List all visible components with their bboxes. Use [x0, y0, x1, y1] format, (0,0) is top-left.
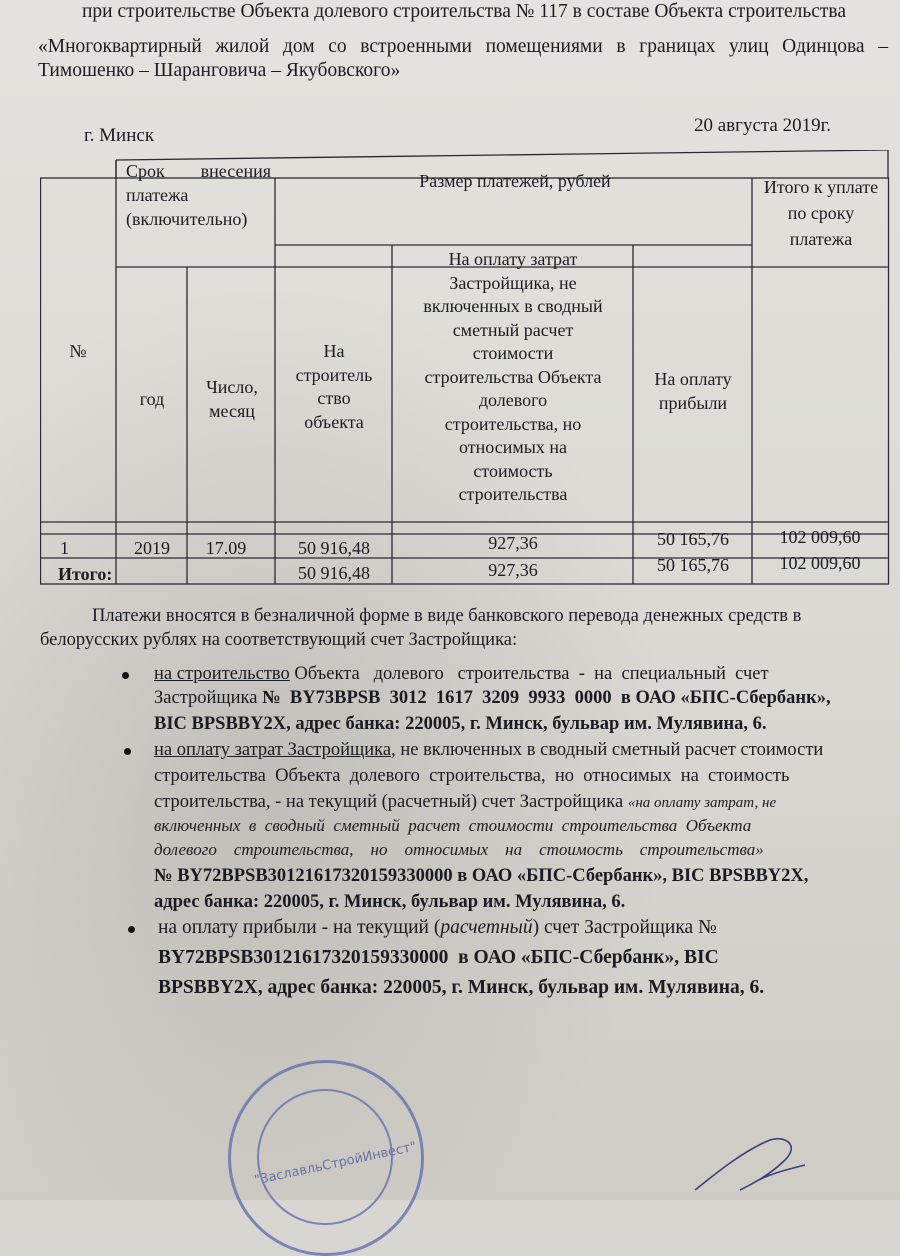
- col-costs-line: Застройщика, не: [449, 272, 577, 293]
- totals-label: Итого:: [58, 564, 113, 584]
- payment-schedule-table: [40, 150, 890, 590]
- bullet2-line-1: [154, 738, 884, 762]
- bullet2-text: , не включенных в сводный сметный расчет стоимости: [391, 740, 824, 760]
- bullet2-line-6: № BY72BPSB30121617320159330000 в ОАО «БПС-Сбербанк», BIC BPSBBY2X,: [154, 866, 809, 886]
- col-construction-line: объекта: [304, 411, 364, 432]
- row1-date: 17.09: [205, 538, 247, 558]
- header-line-1: при строительстве Объекта долевого строительства № 117 в составе Объекта строительства: [82, 1, 847, 22]
- bullet-icon: [128, 926, 135, 933]
- city-label: г. Минск: [84, 125, 155, 146]
- bullet2-line-5: долевого строительства, но относимых на стоимость строительства»: [154, 840, 764, 859]
- col-profit-header-2: прибыли: [658, 393, 728, 413]
- bullet2-line-2: строительства Объекта долевого строительства, но относимых на стоимость: [154, 766, 790, 786]
- col-payments-header: Размер платежей, рублей: [419, 171, 611, 191]
- col-costs-line: На оплату затрат: [448, 249, 578, 269]
- col-construction-line: ство: [317, 388, 351, 408]
- col-total-header-2: по сроку: [787, 203, 855, 223]
- col-construction-line: На: [323, 341, 345, 361]
- bullet3-text-a: на оплату прибыли - на текущий (: [158, 917, 441, 938]
- col-daymonth-header-1: Число,: [206, 377, 258, 397]
- col-profit-header-1: На оплату: [654, 369, 732, 389]
- row1-total: 102 009,60: [779, 527, 861, 547]
- payments-intro-line-1: Платежи вносятся в безналичной форме в виде банковского перевода денежных средств в: [92, 606, 802, 626]
- col-costs-line: стоимости: [472, 343, 554, 363]
- bullet1-line-2: [154, 686, 884, 710]
- col-total-header-3: платежа: [789, 229, 853, 249]
- col-number-header: №: [69, 341, 87, 361]
- col-costs-line: стоимость: [473, 460, 553, 481]
- bullet2-purpose-start: «на оплату затрат, не: [627, 795, 777, 811]
- totals-costs: 927,36: [488, 560, 538, 580]
- bullet2-underlined: на оплату затрат Застройщика: [154, 740, 392, 760]
- header-line-3: Тимошенко – Шаранговича – Якубовского»: [38, 60, 401, 81]
- col-year-header: год: [139, 389, 165, 409]
- col-costs-line: строительства Объекта: [424, 366, 602, 387]
- bullet3-line-1: [158, 916, 888, 940]
- col-costs-line: строительства: [458, 484, 568, 504]
- col-term-header-3: (включительно): [126, 209, 248, 229]
- col-costs-line: включенных в сводный: [423, 296, 603, 316]
- row1-profit: 50 165,76: [657, 529, 729, 549]
- bullet1-text: Объекта долевого строительства - на специальный счет: [289, 664, 769, 684]
- bullet-icon: [124, 748, 131, 755]
- col-term-header-2: платежа: [126, 185, 189, 205]
- col-daymonth-header-2: месяц: [209, 401, 255, 421]
- totals-profit: 50 165,76: [657, 555, 729, 575]
- bullet2-line-7: адрес банка: 220005, г. Минск, бульвар им. Мулявина, 6.: [154, 892, 626, 912]
- col-costs-line: сметный расчет: [452, 319, 574, 340]
- col-costs-line: строительства, но: [444, 413, 582, 434]
- signature-icon: [690, 1130, 810, 1200]
- bullet3-text-italic: расчетный: [440, 917, 533, 938]
- col-total-header-1: Итого к уплате: [763, 177, 879, 197]
- col-costs-header: [394, 248, 632, 507]
- bullet2-account-label: строительства, - на текущий (расчетный) счет Застройщика: [154, 792, 628, 812]
- row1-year: 2019: [134, 538, 170, 558]
- bullet3-line-2: BY72BPSB30121617320159330000 в ОАО «БПС-Сбербанк», BIC: [158, 947, 719, 968]
- col-costs-line: долевого: [478, 390, 548, 410]
- bullet2-line-4: включенных в сводный сметный расчет стоимости строительства Объекта: [154, 816, 752, 835]
- bullet1-account-prefix: Застройщика: [154, 688, 263, 708]
- row1-number: 1: [60, 538, 69, 558]
- col-construction-line: строитель: [295, 364, 373, 385]
- bullet-icon: [122, 672, 129, 679]
- col-construction-header: [277, 340, 391, 434]
- col-costs-line: относимых на: [459, 437, 567, 457]
- company-stamp: [228, 1060, 424, 1256]
- row1-costs: 927,36: [488, 533, 538, 553]
- document-date: 20 августа 2019г.: [694, 115, 831, 136]
- bullet3-line-3: BPSBBY2X, адрес банка: 220005, г. Минск, бульвар им. Мулявина, 6.: [158, 977, 765, 998]
- bullet2-line-3: [154, 790, 884, 815]
- payments-intro-line-2: белорусских рублях на соответствующий счет Застройщика:: [40, 630, 518, 650]
- totals-total: 102 009,60: [779, 553, 861, 573]
- col-term-header-1: Срок внесения: [126, 161, 271, 181]
- row1-construction: 50 916,48: [298, 538, 370, 558]
- totals-construction: 50 916,48: [298, 563, 370, 583]
- bullet1-underlined: на строительство: [154, 664, 290, 684]
- stamp-company-name: "ЗаславльСтройИнвест": [253, 1139, 418, 1189]
- bullet1-line-3: BIC BPSBBY2X, адрес банка: 220005, г. Минск, бульвар им. Мулявина, 6.: [154, 714, 767, 734]
- bullet3-text-c: ) счет Застройщика №: [532, 917, 717, 938]
- bullet1-account: № BY73BPSB 3012 1617 3209 9933 0000 в ОАО «БПС-Сбербанк»,: [262, 688, 831, 708]
- bullet1-line-1: [154, 662, 884, 686]
- header-line-2: «Многоквартирный жилой дом со встроенными помещениями в границах улиц Одинцова –: [38, 36, 888, 57]
